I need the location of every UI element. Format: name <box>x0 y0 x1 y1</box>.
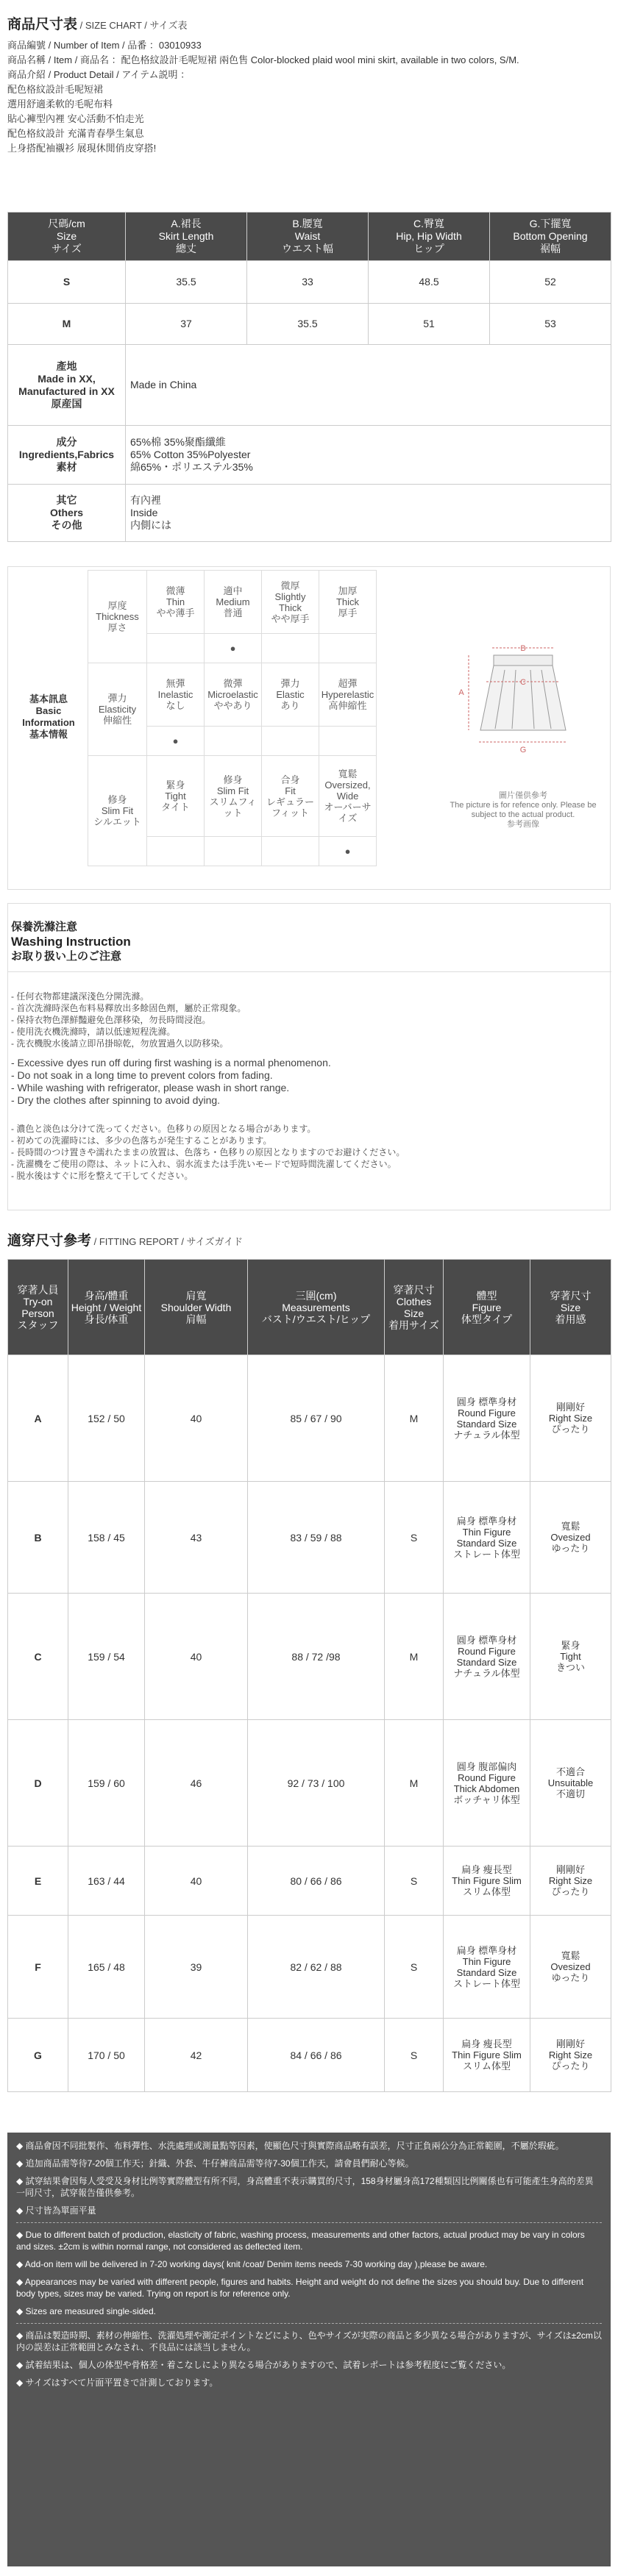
table-row <box>8 1847 611 1916</box>
table-row <box>8 304 611 345</box>
fitting-cell: 40 <box>145 1594 248 1720</box>
size-header: B.腰寬 Waist ウエスト幅 <box>247 213 369 261</box>
list-item: - 初めての洗濯時には、多少の色落ちが発生することがあります。 <box>11 1135 272 1146</box>
selected-dot: ● <box>205 634 262 663</box>
selected-dot: ● <box>147 727 205 756</box>
fitting-title: 適穿尺寸參考 <box>7 1233 92 1249</box>
info-row-fabric <box>8 426 611 485</box>
fitting-header: 穿著尺寸 Size 着用感 <box>530 1260 611 1355</box>
size-header: A.裙長 Skirt Length 總丈 <box>126 213 247 261</box>
fitting-cell: 82 / 62 / 88 <box>248 1916 385 2019</box>
fitting-header-row <box>8 1260 611 1355</box>
attribute-name: 彈力 Elasticity 伸縮性 <box>88 663 147 756</box>
size-header: C.臀寬 Hip, Hip Width ヒップ <box>369 213 490 261</box>
attribute-option: 無彈 Inelastic なし <box>147 663 205 727</box>
fitting-cell: 170 / 50 <box>68 2019 145 2092</box>
fitting-cell: G <box>8 2019 68 2092</box>
fitting-cell: 163 / 44 <box>68 1847 145 1916</box>
info-value: 65%棉 35%聚酯纖維 65% Cotton 35%Polyester 綿65%・ポリエステル35% <box>126 426 611 485</box>
divider <box>16 2222 602 2223</box>
attribute-option: 合身 Fit レギュラーフィット <box>262 756 319 837</box>
info-label: 產地 Made in XX, Manufactured in XX 原産国 <box>8 345 126 426</box>
fitting-cell: 不適合 Unsuitable 不適切 <box>530 1720 611 1847</box>
info-row-others <box>8 485 611 542</box>
table-row <box>8 1916 611 2019</box>
fitting-cell: 152 / 50 <box>68 1355 145 1482</box>
fitting-cell: 42 <box>145 2019 248 2092</box>
intro-line: 貼心褲型內裡 安心活動不怕走光 <box>7 113 144 124</box>
fitting-cell: M <box>385 1355 444 1482</box>
size-cell: 35.5 <box>126 261 247 304</box>
fitting-cell: A <box>8 1355 68 1482</box>
size-cell: 53 <box>490 304 611 345</box>
size-table-header <box>8 213 611 261</box>
fitting-cell: 40 <box>145 1847 248 1916</box>
size-cell: 37 <box>126 304 247 345</box>
diagram-label-c: C <box>520 678 526 687</box>
thickness-row <box>88 571 436 634</box>
list-item: - 保持衣物色澤鮮豔避免色澤移染，勿長時間浸泡。 <box>11 1015 211 1025</box>
fitting-header: 體型 Figure 体型タイプ <box>444 1260 530 1355</box>
intro-line: 上身搭配袖襯衫 展現休閒俏皮穿搭! <box>7 143 157 154</box>
list-item: - 洗濯機をご使用の際は、ネットに入れ、弱水流または手洗いモードで短時間洗濯してください。 <box>11 1159 397 1169</box>
fitting-cell: D <box>8 1720 68 1847</box>
attribute-name: 修身 Slim Fit シルエット <box>88 756 147 866</box>
notes-panel <box>7 2133 611 2566</box>
fitting-cell: 43 <box>145 1482 248 1594</box>
list-item: - 洗衣機脫水後請立即吊掛晾乾，勿放置過久以防移染。 <box>11 1038 229 1049</box>
fitting-cell: 寬鬆 Ovesized ゆったり <box>530 1482 611 1594</box>
list-item: - 脱水後はすぐに形を整えて干してください。 <box>11 1171 193 1181</box>
table-row <box>8 261 611 304</box>
size-chart-title: 商品尺寸表 <box>7 17 78 32</box>
size-cell: 35.5 <box>247 304 369 345</box>
diagram-label-a: A <box>458 688 464 697</box>
fitting-cell: 剛剛好 Right Size ぴったり <box>530 1847 611 1916</box>
attribute-option: 緊身 Tight タイト <box>147 756 205 837</box>
fitting-header: 身高/體重 Height / Weight 身長/体重 <box>68 1260 145 1355</box>
washing-list-en <box>11 1057 607 1107</box>
size-chart-subtitle: / SIZE CHART / サイズ表 <box>77 20 188 31</box>
table-row <box>8 1720 611 1847</box>
note-item: ◆ 尺寸皆為單面平量 <box>16 2205 96 2216</box>
fitting-cell: 158 / 45 <box>68 1482 145 1594</box>
table-row <box>8 1482 611 1594</box>
fitting-cell: 扁身 瘦長型 Thin Figure Slim スリム体型 <box>444 1847 530 1916</box>
note-item: ◆ 商品は製造時期、素材の伸縮性、洗濯処理や測定ポイントなどにより、色やサイズが実際の商品と多少異なる場合がありますが、サイズは±2cm以内の誤差は正常範囲とみなされ、不良品には該当しません。 <box>16 2330 602 2352</box>
info-value: Made in China <box>126 345 611 426</box>
info-label: 其它 Others その他 <box>8 485 126 542</box>
washing-title-zh: 保養洗滌注意 <box>11 921 78 933</box>
note-item: ◆ Due to different batch of production, elasticity of fabric, washing process, measurements and other factors, actual product may be vary in colors and sizes. ±2cm is within normal range, not considered as deflected item. <box>16 2230 585 2252</box>
washing-panel <box>7 903 611 1210</box>
table-row <box>8 2019 611 2092</box>
fitting-cell: 圓身 標準身材 Round Figure Standard Size ナチュラル体型 <box>444 1594 530 1720</box>
fitting-cell: 緊身 Tight きつい <box>530 1594 611 1720</box>
info-value: 有內裡 Inside 内側には <box>126 485 611 542</box>
fitting-cell: 165 / 48 <box>68 1916 145 2019</box>
list-item: - 使用洗衣機洗滌時，請以低速短程洗滌。 <box>11 1027 176 1037</box>
fitting-cell: 46 <box>145 1720 248 1847</box>
fitting-cell: S <box>385 2019 444 2092</box>
skirt-diagram-icon <box>442 626 604 788</box>
note-item: ◆ Appearances may be varied with different people, figures and habits. Height and weight do not define the sizes you should buy. Due to different body types, sizes may be varied. Trying on report is for reference only. <box>16 2277 584 2299</box>
fitting-cell: 39 <box>145 1916 248 2019</box>
fitting-cell: 85 / 67 / 90 <box>248 1355 385 1482</box>
size-cell: 51 <box>369 304 490 345</box>
attribute-option: 寬鬆 Oversized, Wide オーバーサイズ <box>319 756 377 837</box>
fitting-cell: F <box>8 1916 68 2019</box>
fitting-cell: 88 / 72 /98 <box>248 1594 385 1720</box>
slimfit-row <box>88 756 436 837</box>
fitting-cell: 扁身 瘦長型 Thin Figure Slim スリム体型 <box>444 2019 530 2092</box>
fitting-header: 三圍(cm) Measurements バスト/ウエスト/ヒップ <box>248 1260 385 1355</box>
attribute-option: 微薄 Thin やや薄手 <box>147 571 205 634</box>
fitting-cell: C <box>8 1594 68 1720</box>
fitting-cell: 40 <box>145 1355 248 1482</box>
elasticity-row <box>88 663 436 727</box>
fitting-cell: B <box>8 1482 68 1594</box>
info-label: 成分 Ingredients,Fabrics 素材 <box>8 426 126 485</box>
fitting-cell: 扁身 標準身材 Thin Figure Standard Size ストレート体型 <box>444 1482 530 1594</box>
attribute-option: 超彈 Hyperelastic 高伸縮性 <box>319 663 377 727</box>
size-cell: 33 <box>247 261 369 304</box>
list-item: - 首次洗滌時深色布料易釋放出多餘固色劑，屬於正常現象。 <box>11 1003 246 1013</box>
list-item: - 任何衣物都建議深淺色分開洗滌。 <box>11 991 149 1002</box>
diagram-note: 圖片僅供參考 The picture is for refence only. Please be subject to the actual product. 参考画像 <box>450 791 597 829</box>
fitting-cell: 剛剛好 Right Size ぴったり <box>530 1355 611 1482</box>
size-cell: M <box>8 304 126 345</box>
fitting-cell: S <box>385 1482 444 1594</box>
fitting-cell: 80 / 66 / 86 <box>248 1847 385 1916</box>
fitting-subtitle: / FITTING REPORT / サイズガイド <box>91 1236 244 1247</box>
fitting-cell: M <box>385 1720 444 1847</box>
intro-line: 配色格紋設計 充滿青春學生氣息 <box>7 128 144 139</box>
fitting-cell: S <box>385 1916 444 2019</box>
list-item: - Dry the clothes after spinning to avoid dying. <box>11 1094 221 1106</box>
diagram-label-b: B <box>520 644 526 653</box>
note-item: ◆ サイズはすべて片面平置きで計測しております。 <box>16 2377 219 2388</box>
washing-list-jp <box>11 1123 607 1182</box>
size-cell: S <box>8 261 126 304</box>
note-item: ◆ Sizes are measured single-sided. <box>16 2306 156 2316</box>
fitting-cell: 剛剛好 Right Size ぴったり <box>530 2019 611 2092</box>
attribute-option: 微彈 Microelastic ややあり <box>205 663 262 727</box>
selected-dot: ● <box>319 837 377 866</box>
note-item: ◆ 試穿結果會因每人受受及身材比例等實際體型有所不同，身高體重不表示購買的尺寸，158身材屬身高172種類因比例關係也有可能產生身高的差異一同尺寸，試穿報告僅供參考。 <box>16 2176 594 2198</box>
intro-line: 商品名稱 / Item / 商品名 ：配色格紋設計毛呢短裙 兩色售 Color-blocked plaid wool mini skirt, available in two colors, S/M. <box>7 54 519 65</box>
size-chart-heading <box>7 13 187 33</box>
washing-title <box>11 920 131 964</box>
washing-list-zh <box>11 991 607 1049</box>
fitting-header: 肩寬 Shoulder Width 肩幅 <box>145 1260 248 1355</box>
intro-line: 商品編號 / Number of Item / 品番 ：03010933 <box>7 40 202 51</box>
basic-info-panel <box>7 566 611 890</box>
intro-line: 選用舒適柔軟的毛呢布料 <box>7 99 113 110</box>
fitting-header: 穿著人員 Try-on Person スタッフ <box>8 1260 68 1355</box>
fitting-cell: 圓身 腹部偏肉 Round Figure Thick Abdomen ボッチャリ体型 <box>444 1720 530 1847</box>
list-item: - 濃色と淡色は分けて洗ってください。色移りの原因となる場合があります。 <box>11 1124 316 1134</box>
size-table <box>7 212 611 542</box>
attribute-name: 厚度 Thickness 厚さ <box>88 571 147 663</box>
list-item: - Excessive dyes run off during first washing is a normal phenomenon. <box>11 1057 331 1068</box>
list-item: - Do not soak in a long time to prevent colors from fading. <box>11 1069 273 1081</box>
attribute-option: 彈力 Elastic あり <box>262 663 319 727</box>
fitting-header: 穿著尺寸 Clothes Size 着用サイズ <box>385 1260 444 1355</box>
attribute-option: 加厚 Thick 厚手 <box>319 571 377 634</box>
fitting-cell: 圓身 標準身材 Round Figure Standard Size ナチュラル体型 <box>444 1355 530 1482</box>
size-header: G.下擺寬 Bottom Opening 裾幅 <box>490 213 611 261</box>
washing-title-en: Washing Instruction <box>11 935 131 949</box>
washing-title-jp: お取り扱い上のご注意 <box>11 950 122 963</box>
fitting-cell: 83 / 59 / 88 <box>248 1482 385 1594</box>
attribute-option: 修身 Slim Fit スリムフィット <box>205 756 262 837</box>
note-item: ◆ 試着結果は、個人の体型や骨格差・着こなしにより異なる場合がありますので、試着レポートは参考程度にご覧ください。 <box>16 2360 511 2370</box>
fitting-cell: 159 / 60 <box>68 1720 145 1847</box>
fitting-heading <box>7 1230 243 1249</box>
note-item: ◆ Add-on item will be delivered in 7-20 working days( knit /coat/ Denim items needs 7-30 working day ),please be aware. <box>16 2259 488 2269</box>
intro-line: 配色格紋設計毛呢短裙 <box>7 84 104 95</box>
info-row-origin <box>8 345 611 426</box>
diagram-label-g: G <box>519 746 527 754</box>
fitting-cell: 159 / 54 <box>68 1594 145 1720</box>
fitting-cell: 84 / 66 / 86 <box>248 2019 385 2092</box>
product-intro <box>7 38 611 156</box>
size-cell: 48.5 <box>369 261 490 304</box>
fitting-cell: E <box>8 1847 68 1916</box>
fitting-cell: 92 / 73 / 100 <box>248 1720 385 1847</box>
attribute-grid <box>88 570 436 866</box>
fitting-cell: 扁身 標準身材 Thin Figure Standard Size ストレート体型 <box>444 1916 530 2019</box>
size-header: 尺碼/cm Size サイズ <box>8 213 126 261</box>
attribute-option: 適中 Medium 普通 <box>205 571 262 634</box>
list-item: - 長時間のつけ置きや濡れたままの放置は、色落ち・色移りの原因となりますのでお避けください。 <box>11 1147 405 1157</box>
fitting-cell: M <box>385 1594 444 1720</box>
note-item: ◆ 追加商品需等待7-20個工作天；針織、外套、牛仔褲商品需等待7-30個工作天，請會員們耐心等候。 <box>16 2158 414 2169</box>
attribute-option: 微厚 Slightly Thick やや厚手 <box>262 571 319 634</box>
table-row <box>8 1355 611 1482</box>
fitting-cell: S <box>385 1847 444 1916</box>
list-item: - While washing with refrigerator, please wash in short range. <box>11 1082 290 1093</box>
intro-line: 商品介紹 / Product Detail / アイテム説明 ： <box>7 69 191 80</box>
table-row <box>8 1594 611 1720</box>
size-cell: 52 <box>490 261 611 304</box>
divider <box>16 2323 602 2324</box>
note-item: ◆ 商品會因不同批製作、布料彈性、水洗處理或測量點等因素，使顯色尺寸與實際商品略有誤差，尺寸正負兩公分為正常範圍，不屬於瑕疵。 <box>16 2141 564 2151</box>
fitting-table <box>7 1259 611 2092</box>
basic-info-label: 基本訊息 Basic Information 基本情報 <box>22 693 75 740</box>
fitting-cell: 寬鬆 Ovesized ゆったり <box>530 1916 611 2019</box>
